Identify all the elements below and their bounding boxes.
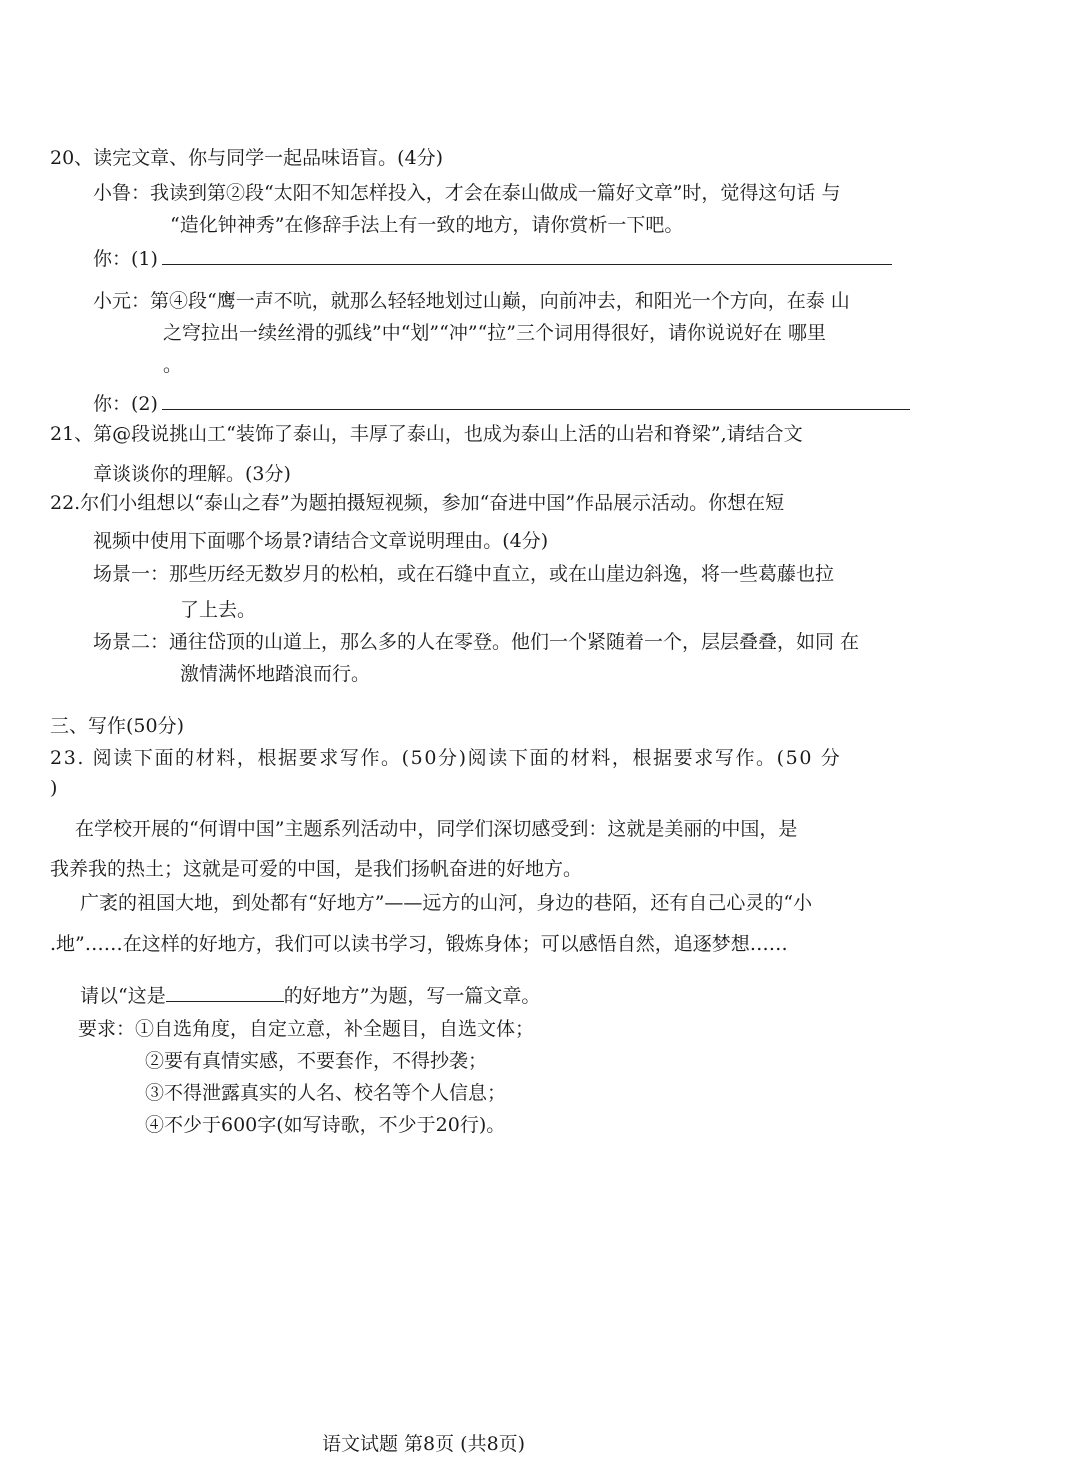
q22-line1: 22.尔们小组想以“泰山之春”为题拍摄短视频，参加“奋进中国”作品展示活动。你想在短 xyxy=(50,492,785,514)
q20-xiaolu-line1: 小鲁：我读到第②段“太阳不知怎样投入，才会在泰山做成一篇好文章”时，觉得这句话 与 xyxy=(93,182,841,204)
q20-answer1-label: 你：(1) xyxy=(93,248,158,270)
q21-line1: 21、第@段说挑山工“装饰了泰山，丰厚了泰山，也成为泰山上活的山岩和脊梁”,请结合文 xyxy=(50,423,803,445)
q20-answer1-blank[interactable] xyxy=(162,246,892,265)
q22-scene1-line1: 场景一：那些历经无数岁月的松柏，或在石缝中直立，或在山崖边斜逸，将一些葛藤也拉 xyxy=(93,563,835,585)
page-footer: 语文试题 第8页 (共8页) xyxy=(322,1433,526,1455)
material-para2-line1: 广袤的祖国大地，到处都有“好地方”——远方的山河，身边的巷陌，还有自己心灵的“小 xyxy=(80,892,813,914)
q23-line1: 23. 阅读下面的材料，根据要求写作。(50分)阅读下面的材料，根据要求写作。(50 分 xyxy=(50,747,842,769)
q20-answer2-blank[interactable] xyxy=(162,391,910,410)
q22-scene2-line2: 激情满怀地踏浪而行。 xyxy=(180,663,371,685)
q20-title: 20、读完文章、你与同学一起品味语盲。(4分) xyxy=(50,147,444,169)
q20-xiaoyuan-line3: 。 xyxy=(163,354,183,376)
requirement-3: ③不得泄露真实的人名、校名等个人信息； xyxy=(145,1082,507,1104)
prompt-suffix: 的好地方”为题，写一篇文章。 xyxy=(283,985,541,1007)
q20-xiaoyuan-line1: 小元：第④段“鹰一声不吭，就那么轻轻地划过山巅，向前冲去，和阳光一个方向，在泰 山 xyxy=(93,290,850,312)
material-para1-line2: 我养我的热土；这就是可爱的中国，是我们扬帆奋进的好地方。 xyxy=(50,858,583,880)
q20-xiaolu-line2: “造化钟神秀”在修辞手法上有一致的地方，请你赏析一下吧。 xyxy=(170,214,684,236)
q20-xiaoyuan-line2: 之穹拉出一续丝滑的弧线”中“划”“冲”“拉”三个词用得很好，请你说说好在 哪里 xyxy=(163,322,827,344)
material-para1-line1: 在学校开展的“何谓中国”主题系列活动中，同学们深切感受到：这就是美丽的中国，是 xyxy=(75,818,798,840)
q22-scene2-line1: 场景二：通往岱顶的山道上，那么多的人在零登。他们一个紧随着一个，层层叠叠，如同 在 xyxy=(93,631,860,653)
q23-line2: ) xyxy=(50,777,58,799)
writing-prompt xyxy=(80,983,540,1009)
q22-line2: 视频中使用下面哪个场景?请结合文章说明理由。(4分) xyxy=(93,530,549,552)
material-para2-line2: .地”……在这样的好地方，我们可以读书学习，锻炼身体；可以感悟自然，追逐梦想…… xyxy=(50,933,788,955)
q20-answer2-label: 你：(2) xyxy=(93,393,158,415)
requirement-4: ④不少于600字(如写诗歌，不少于20行)。 xyxy=(145,1114,506,1136)
requirement-2: ②要有真情实感，不要套作，不得抄袭； xyxy=(145,1050,488,1072)
q20-answer1-row xyxy=(93,246,892,272)
section3-heading: 三、写作(50分) xyxy=(50,715,185,737)
q22-scene1-line2: 了上去。 xyxy=(180,599,257,621)
prompt-prefix: 请以“这是 xyxy=(80,985,166,1007)
q20-answer2-row xyxy=(93,391,910,417)
title-blank[interactable] xyxy=(166,983,284,1002)
requirement-1: 要求：①自选角度，自定立意，补全题目，自选文体； xyxy=(78,1018,535,1040)
q21-line2: 章谈谈你的理解。(3分) xyxy=(93,463,291,485)
